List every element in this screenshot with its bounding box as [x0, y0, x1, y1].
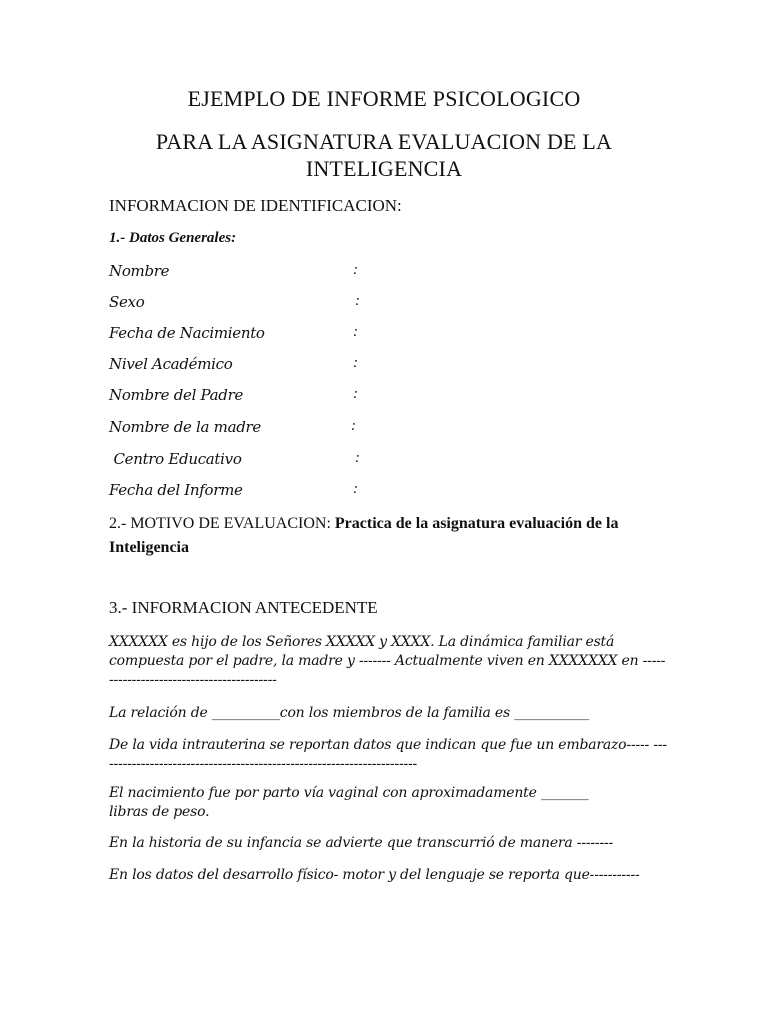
field-label-nivel-academico: Nivel Académico: [109, 355, 233, 373]
field-colon: :: [353, 262, 358, 278]
document-subtitle: [0, 128, 768, 182]
paragraph-desarrollo: En los datos del desarrollo físico- motor y del lenguaje se reporta que-----------: [109, 867, 640, 883]
subtitle-line-2: INTELIGENCIA: [305, 156, 463, 181]
paragraph-nacimiento: El nacimiento fue por parto vía vaginal con aproximadamente _______ libras de peso.: [109, 785, 589, 820]
paragraph-relacion: La relación de __________con los miembros de la familia es ___________: [109, 705, 590, 721]
motivo-heading: 2.- MOTIVO DE EVALUACION:: [109, 515, 331, 532]
document-title: EJEMPLO DE INFORME PSICOLOGICO: [187, 86, 581, 111]
field-label-nombre: Nombre: [109, 262, 170, 280]
paragraph-familia: XXXXXX es hijo de los Señores XXXXX y XXXX. La dinámica familiar está compuesta por el padre, la madre y ------- Actualmente viven en XXXXXXX en ------------------------------------------: [109, 634, 666, 688]
field-colon: :: [355, 293, 360, 309]
motivo-evaluacion: [109, 512, 669, 560]
field-label-nombre-padre: Nombre del Padre: [109, 386, 244, 404]
field-colon: :: [353, 386, 358, 402]
paragraph-vida-intrauterina: De la vida intrauterina se reportan datos que indican que fue un embarazo----- -----------------------------------------------------------------------: [109, 737, 667, 772]
field-label-nombre-madre: Nombre de la madre: [109, 418, 261, 436]
subtitle-line-1: PARA LA ASIGNATURA EVALUACION DE LA: [155, 129, 613, 154]
antecedente-heading: 3.- INFORMACION ANTECEDENTE: [109, 598, 378, 617]
field-label-sexo: Sexo: [109, 293, 145, 311]
datos-generales-heading: 1.- Datos Generales:: [109, 230, 237, 246]
field-colon: :: [353, 481, 358, 497]
motivo-text: Practica de la asignatura evaluación de la Inteligencia: [109, 515, 619, 556]
field-label-centro-educativo: Centro Educativo: [109, 450, 242, 468]
paragraph-infancia: En la historia de su infancia se advierte que transcurrió de manera --------: [109, 835, 614, 851]
field-colon: :: [355, 450, 360, 466]
field-label-fecha-informe: Fecha del Informe: [109, 481, 243, 499]
field-colon: :: [351, 418, 356, 434]
field-colon: :: [353, 355, 358, 371]
field-colon: :: [353, 324, 358, 340]
field-label-fecha-nacimiento: Fecha de Nacimiento: [109, 324, 265, 342]
identification-heading: INFORMACION DE IDENTIFICACION:: [109, 196, 402, 215]
